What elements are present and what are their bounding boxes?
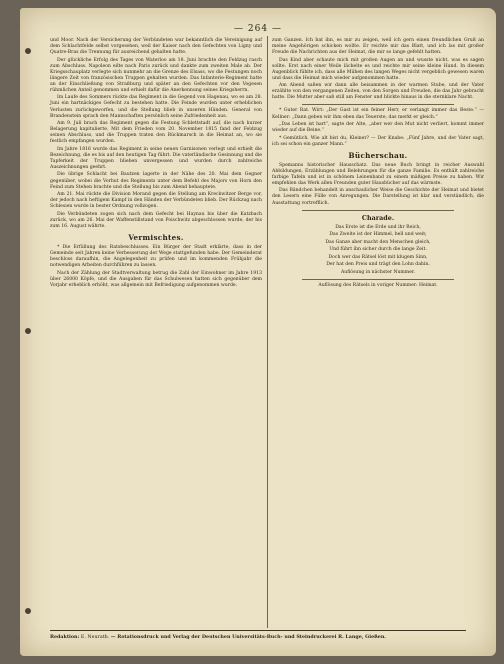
- paragraph: Am 9. Juli brach das Regiment gegen die Festung Schlettstadt auf, die nach kurzer Belagerung kapitulierte. Mit dem Frieden vom 20. November 1815 fand der Feldzug seinen Abschluss, und die Truppen traten den Rückmarsch in die Heimat an, wo sie festlich empfangen wurden.: [50, 121, 262, 145]
- poem-line: Doch wer das Rätsel löst mit klugem Sinn,: [328, 254, 428, 260]
- paragraph: zum Ganzen. Ich bat ihn, es mir zu zeigen, weil ich gern einen freundlichen Gruß an meine Angehörigen schicken wollte. Er reichte mir das Blatt, und ich las mit großer Freude die Nachrichten aus der Heimat, die mir so lange gefehlt hatten.: [272, 38, 484, 56]
- divider: [302, 104, 454, 105]
- footer-publisher: — Rotationsdruck und Verlag der Deutschen Universitäts-Buch- und Steindruckerei R. Lange, Gießen.: [110, 634, 386, 640]
- newspaper-page: [20, 8, 496, 656]
- section-title-buecherschau: Bücherschau.: [348, 150, 408, 160]
- paragraph: Das Bändchen behandelt in anschaulicher Weise die Geschichte der Heimat und bietet den Lesern eine Fülle von Anregungen. Die Darstellung ist klar und verständlich, die Ausstattung vortrefflich.: [272, 188, 484, 206]
- poem-line: Das Ganze aber macht den Menschen gleich,: [325, 239, 431, 245]
- section-title-charade: Charade.: [361, 213, 395, 222]
- paragraph: Der glückliche Erfolg des Tages von Waterloo am 18. Juni brachte den Feldzug rasch zum Abschluss. Napoleon eilte nach Paris zurück und dankte zum zweiten Male ab. Der Kriegsschauplatz verlegte sich nunmehr an die Grenze des Elsass, wo die Festungen noch längere Zeit von französischen Truppen gehalten wurden. Das Infanterie-Regiment hatte an der Einschließung von Straßburg und später an den Gefechten vor den Vogesen rühmlichen Anteil genommen und erhielt dafür die Anerkennung seines Kriegsherrn.: [50, 57, 262, 93]
- poem-line: Und führt ihn sicher durch die lange Zeit.: [329, 247, 427, 253]
- paragraph: Am Abend saßen wir dann alle beisammen in der warmen Stube, und der Vater erzählte von den vergangenen Zeiten, von den Sorgen und Freuden, die das Jahr gebracht hatte. Die Mutter aber saß still am Fenster und blickte hinaus in die sternklare Nacht.: [272, 83, 484, 101]
- paragraph: Spemanns historischer Hausschatz. Das neue Buch bringt in reicher Auswahl Abbildungen, Erzählungen und Belehrungen für die ganze Familie. Es enthält zahlreiche farbige Tafeln und ist in schönem Leinenband zu einem mäßigen Preise zu haben. Wir empfehlen das Werk allen Freunden guter Hausbücher auf das wärmste.: [272, 162, 484, 186]
- binding-hole: [25, 608, 31, 614]
- paragraph: und Moor. Nach der Versicherung der Verbündeten war bekanntlich die Vereinigung auf dem Schlachtfelde selbst vorgesehen, weil der Kaiser nach den Gefechten von Ligny und Quatre-Bras die Trennung für ausreichend gehalten hatte.: [50, 38, 262, 56]
- poem-line: Das Zweite ist der Himmel, hell und weit;: [329, 232, 427, 238]
- poem-line: Der hat den Preis und trägt den Lohn dahin.: [326, 262, 430, 268]
- paragraph: Das Kind aber schaute mich mit großen Augen an und wusste nicht, was es sagen sollte. Erst nach einer Weile lächelte es und reichte mir seine kleine Hand. In diesem Augenblick fühlte ich, dass alle Mühen des langen Weges nicht vergeblich gewesen waren und dass die Heimat mich wieder aufgenommen hatte.: [272, 57, 484, 81]
- paragraph: Die Verbündeten zogen sich nach dem Gefecht bei Haynau bis über die Katzbach zurück, wo am 26. Mai der Waffenstillstand von Poischwitz abgeschlossen wurde, der bis zum 16. August währte.: [50, 211, 262, 229]
- footer-label: Redaktion:: [50, 634, 80, 640]
- binding-hole: [25, 48, 31, 54]
- paragraph: Nach der Zählung der Stadtverwaltung betrug die Zahl der Einwohner im Jahre 1913 über 26000 Köpfe, und die Ausgaben für das Schulwesen hatten sich gegenüber dem Vorjahr erheblich erhöht, was allgemein mit Befriedigung aufgenommen wurde.: [50, 270, 262, 288]
- solution-note: Auflösung des Rätsels in voriger Nummer: Heimat.: [318, 282, 438, 288]
- divider: [302, 210, 454, 211]
- divider: [302, 279, 454, 280]
- footer-rule: [50, 630, 466, 631]
- column-divider: [267, 36, 268, 628]
- paragraph: Im Laufe des Sommers rückte das Regiment in die Gegend von Hagenau, wo es am 28. Juni ein hartnäckiges Gefecht zu bestehen hatte. Die Feinde wurden unter erheblichen Verlusten zurückgeworfen, und die Stellung blieb in unseren Händen. General von Brandenstein sprach den Mannschaften persönlich seine Zufriedenheit aus.: [50, 95, 262, 119]
- footer-editor: E. Neurath.: [80, 635, 110, 640]
- poem-line: Auflösung in nächster Nummer.: [340, 269, 416, 275]
- page-number: — 264 —: [234, 24, 282, 34]
- paragraph: * Die Erfüllung des Ratsbeschlusses. Ein Bürger der Stadt erklärte, dass in der Gemeinde seit Jahren keine Verbesserung der Wege stattgefunden habe. Der Gemeinderat beschloss daraufhin, die Angelegenheit zu prüfen und im kommenden Frühjahr die notwendigen Arbeiten durchführen zu lassen.: [50, 244, 262, 269]
- binding-hole: [25, 328, 31, 334]
- paragraph: Am 21. Mai rückte die Division Morand gegen die Stellung am Kreckwitzer Berge vor, der jedoch nach heftigem Kampf in den Händen der Verbündeten blieb. Der Rückzug nach Schlesien wurde in bester Ordnung vollzogen.: [50, 192, 262, 210]
- section-title-vermischtes: Vermischtes.: [128, 232, 184, 242]
- binding-holes: [24, 8, 34, 656]
- left-column: [50, 38, 262, 626]
- anecdote: * Guter Rat. Wirt: „Der Gast ist ein feiner Herr, er verlangt immer das Beste.“ — Kellner: „Dann geben wir ihm eben das Teuerste, das merkt er gleich.“: [272, 108, 484, 120]
- paragraph: Die übrige Schlacht bei Bautzen lagerte in der Nähe des 20. Mai dem Gegner gegenüber, wobei die Vorhut des Regiments unter dem Befehl des Majors von Horn den Feind zum Stehen brachte und die Stellung bis zum Abend behauptete.: [50, 172, 262, 190]
- paragraph: Im Jahre 1816 wurde das Regiment in seine neuen Garnisonen verlegt und erhielt die Bezeichnung, die es bis auf den heutigen Tag führt. Die vaterländische Gesinnung und die Tapferkeit der Truppen blieben unvergessen und wurden durch zahlreiche Auszeichnungen geehrt.: [50, 146, 262, 170]
- anecdote: „Das Leben ist hart“, sagte der Alte, „aber wer den Mut nicht verliert, kommt immer wieder auf die Beine.“: [272, 122, 484, 134]
- poem-line: Das Erste ist die Erde und ihr Reich,: [335, 224, 421, 230]
- imprint-footer: [50, 634, 466, 641]
- anecdote: * Gemütlich. Wie alt bist du, Kleiner? — Der Knabe: „Fünf Jahre, und der Vater sagt, ich sei schon ein ganzer Mann.“: [272, 135, 484, 147]
- right-column: [272, 38, 484, 626]
